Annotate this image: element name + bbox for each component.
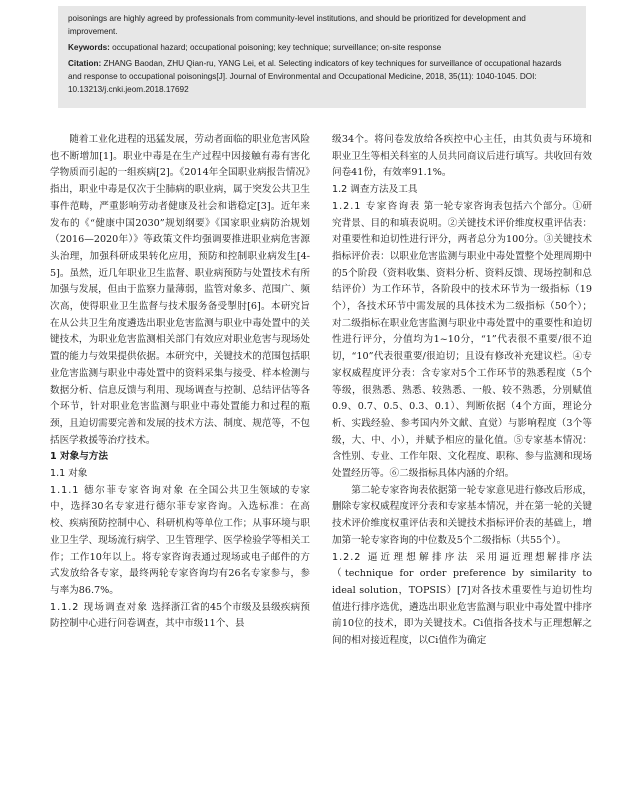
section-1-heading: 1 对象与方法 [50, 451, 108, 463]
section-1-1-2-label: 1.1.2 现场调查对象 [50, 601, 149, 613]
section-1-1-2-paragraph [50, 600, 310, 633]
section-1-2-1-text: 第一轮专家咨询表包括六个部分。①研究背景、目的和填表说明。②关键技术评价维度权重评估表：对重要性和迫切性进行评分，两者总分为100分。③关键技术指标评价表：以职业危害监测与职业中毒处置整个处理周期中的5个阶段（资料收集、资料分析、资料反馈、现场控制和总结评价）为工作环节，各阶段中的技术环节为一级指标（19个），各技术环节中需发展的具体技术为二级指标（50个）；对二级指标在职业危害监测与职业中毒处置中的重要性和迫切性进行评分，分值均为1~10分，“1”代表很不重要/很不迫切，“10”代表很重要/很迫切；且设有修改补充建议栏。④专家权威程度评分表：含专家对5个工作环节的熟悉程度（5个等级，很熟悉、熟悉、较熟悉、一般、较不熟悉，分别赋值0.9、0.7、0.5、0.3、0.1）、判断依据（4个方面，理论分析、实践经验、参考国内外文献、直觉）与影响程度（3个等级，大、中、小），并赋予相应的量化值。⑤专家基本情况：含性别、专业、工作年限、文化程度、职称、参与监测和现场处置经历等。⑥二级指标具体内涵的介绍。 [332, 200, 592, 480]
english-abstract-box [58, 6, 586, 108]
section-1-2-2-text: 采用逼近理想解排序法（technique for order preference by similarity to ideal solution，TOPSIS）[7]对各技术重要性与迫切性均值进行排序选优，遴选出职业危害监测与职业中毒处置中排序前10位的技术，即为关键技术。Ci值指各技术与正理想解之间的相对接近程度，以Ci值作为确定 [332, 551, 592, 647]
section-1-1-1-text: 在全国公共卫生领域的专家中，选择30名专家进行德尔菲专家咨询。入选标准：在高校、疾病预防控制中心、科研机构等单位工作；从事环境与职业卫生学、现场流行病学、卫生管理学、医学检验学等相关工作；工作10年以上。将专家咨询表通过现场或电子邮件的方式发放给各专家，最终两轮专家咨询均有26名专家参与，参与率为86.7%。 [50, 484, 310, 596]
section-1-1-1-paragraph [50, 483, 310, 600]
section-1-1-1-label: 1.1.1 德尔菲专家咨询对象 [50, 484, 185, 496]
section-1-2-1-label: 1.2.1 专家咨询表 [332, 200, 421, 212]
keywords-label: Keywords: [68, 43, 110, 52]
abstract-tail: poisonings are highly agreed by professionals from community-level institutions, and should be prioritized for development and improvement. [68, 14, 526, 36]
right-column [332, 132, 592, 650]
section-1-1-2-text: 选择浙江省的45个市级及县级疾病预防控制中心进行问卷调查，其中市级11个、县 [50, 601, 310, 630]
left-column [50, 132, 310, 633]
round-two-paragraph: 第二轮专家咨询表依据第一轮专家意见进行修改后形成，删除专家权威程度评分表和专家基本情况，并在第一轮的关键技术评价维度权重评估表和关键技术指标评价表的基础上，增加第一轮专家咨询的中位数及5个二级指标（共55个）。 [332, 484, 592, 546]
continued-paragraph: 级34个。将问卷发放给各疾控中心主任，由其负责与环境和职业卫生等相关科室的人员共同商议后进行填写。共收回有效问卷41份，有效率91.1%。 [332, 134, 592, 179]
citation-line [68, 57, 576, 96]
section-1-2-2-paragraph [332, 550, 592, 650]
section-1-2-heading: 1.2 调查方法及工具 [332, 184, 418, 196]
keywords-text: occupational hazard; occupational poisoning; key technique; surveillance; on-site response [109, 43, 442, 52]
intro-paragraph: 随着工业化进程的迅猛发展，劳动者面临的职业危害风险也不断增加[1]。职业中毒是在生产过程中因接触有毒有害化学物质而引起的一组疾病[2]。《2014年全国职业病报告情况》指出，职业中毒是仅次于尘肺病的职业病，属于突发公共卫生事件范畴，严重影响劳动者健康及社会和谐稳定[3]。近年来发布的《“健康中国2030”规划纲要》《国家职业病防治规划（2016—2020年）》等政策文件均强调要推进职业病危害源头治理，加强科研成果转化应用，预防和控制职业病发生[4-5]。虽然，近几年职业卫生监督、职业病预防与处置技术有所加强与发展，但由于监察力量薄弱，监管对象多、范围广、频次高，使得职业卫生监督与技术服务备受掣肘[6]。本研究旨在从公共卫生角度遴选出职业危害监测与职业中毒处置中的关键技术，为职业危害监测相关部门有效应对职业危害与现场处置的能力与效果提供依据。本研究中，关键技术的范围包括职业危害监测与职业中毒处置中的资料采集与接受、样本检测与数据分析、信息反馈与利用、现场调查与控制、总结评估等各个环节，针对职业危害监测与职业中毒处置能力和过程的瓶颈，且迫切需要完善和发展的技术方法、制度、规范等，不包括医学救援等治疗技术。 [50, 134, 310, 446]
section-1-1-heading: 1.1 对象 [50, 468, 88, 480]
citation-text: ZHANG Baodan, ZHU Qian-ru, YANG Lei, et al. Selecting indicators of key techniques for surveillance of occupational hazards and response to occupational poisonings[J]. Journal of Environmental and Occupational Medicine, 2018, 35(11): 1040-1045. DOI: 10.13213/j.cnki.jeom.2018.17692 [68, 59, 562, 94]
section-1-2-2-label: 1.2.2 逼近理想解排序法 [332, 551, 471, 563]
section-1-2-1-paragraph [332, 199, 592, 483]
citation-label: Citation: [68, 59, 102, 68]
keywords-line [68, 41, 576, 54]
